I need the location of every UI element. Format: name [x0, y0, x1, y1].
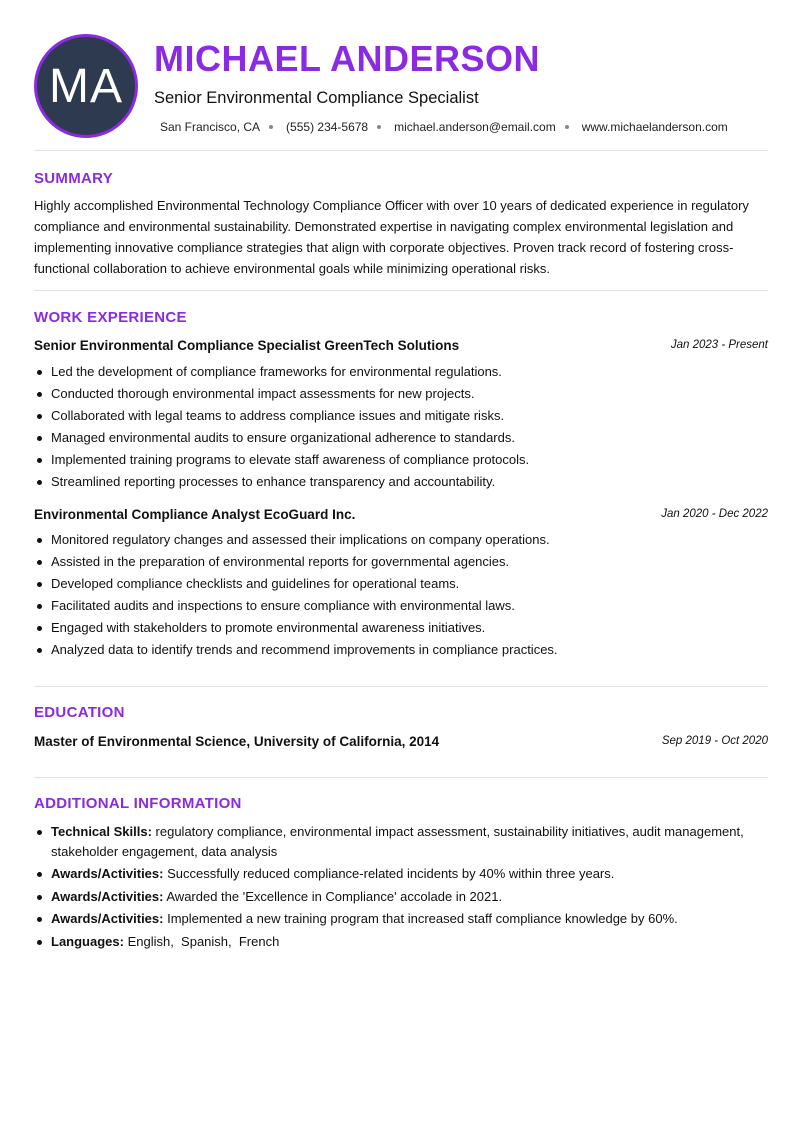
list-item: Analyzed data to identify trends and recommend improvements in compliance practices.	[34, 639, 768, 661]
job-dates: Jan 2020 - Dec 2022	[661, 508, 768, 520]
education-entry	[34, 734, 768, 752]
list-item: Engaged with stakeholders to promote environmental awareness initiatives.	[34, 617, 768, 639]
additional-list	[34, 822, 768, 954]
info-text: regulatory compliance, environmental impact assessment, sustainability initiatives, audit management, stakeholder engagement, data analysis	[51, 824, 744, 859]
info-label: Awards/Activities:	[51, 911, 164, 926]
section-divider	[34, 686, 768, 687]
additional-heading: ADDITIONAL INFORMATION	[34, 795, 242, 812]
separator-dot	[565, 125, 569, 129]
list-item: Streamlined reporting processes to enhance transparency and accountability.	[34, 471, 768, 493]
list-item: Assisted in the preparation of environmental reports for governmental agencies.	[34, 551, 768, 573]
summary-text: Highly accomplished Environmental Technology Compliance Officer with over 10 years of dedicated experience in regulatory compliance and environmental sustainability. Demonstrated expertise in navigating complex environmental legislation and implementing innovative compliance strategies that align with corporate objectives. Proven track record of fostering cross-functional collaboration to achieve environmental goals while minimizing operational risks.	[34, 198, 749, 276]
job-bullets	[34, 361, 768, 493]
job-bullets	[34, 529, 768, 661]
info-label: Technical Skills:	[51, 824, 152, 839]
section-divider	[34, 777, 768, 778]
resume-header	[34, 34, 768, 138]
contact-website: www.michaelanderson.com	[581, 120, 728, 134]
candidate-name: MICHAEL ANDERSON	[154, 38, 541, 79]
education-heading: EDUCATION	[34, 704, 125, 721]
contact-location: San Francisco, CA	[160, 120, 261, 134]
section-divider	[34, 290, 768, 291]
list-item	[34, 822, 768, 861]
contact-email: michael.anderson@email.com	[394, 120, 556, 134]
list-item: Conducted thorough environmental impact assessments for new projects.	[34, 383, 768, 405]
job-role: Environmental Compliance Analyst EcoGuard Inc.	[34, 507, 356, 522]
info-text: Successfully reduced compliance-related incidents by 40% within three years.	[163, 866, 615, 881]
list-item: Developed compliance checklists and guidelines for operational teams.	[34, 573, 768, 595]
list-item	[34, 909, 768, 929]
list-item	[34, 932, 768, 952]
experience-heading: WORK EXPERIENCE	[34, 309, 187, 326]
info-text: Implemented a new training program that increased staff compliance knowledge by 60%.	[163, 911, 678, 926]
list-item	[34, 887, 768, 907]
info-label: Awards/Activities:	[51, 866, 164, 881]
list-item	[34, 864, 768, 884]
list-item: Collaborated with legal teams to address compliance issues and mitigate risks.	[34, 405, 768, 427]
separator-dot	[377, 125, 381, 129]
job-header	[34, 507, 768, 525]
list-item: Monitored regulatory changes and assessed their implications on company operations.	[34, 529, 768, 551]
job-role: Senior Environmental Compliance Specialist GreenTech Solutions	[34, 338, 460, 353]
info-text: English, Spanish, French	[123, 933, 280, 949]
info-text: Awarded the 'Excellence in Compliance' accolade in 2021.	[163, 888, 503, 904]
section-divider	[34, 150, 768, 151]
candidate-title: Senior Environmental Compliance Specialist	[154, 89, 479, 107]
info-label: Awards/Activities:	[51, 888, 164, 904]
list-item: Implemented training programs to elevate staff awareness of compliance protocols.	[34, 449, 768, 471]
contact-line	[160, 120, 728, 134]
summary-heading: SUMMARY	[34, 170, 114, 187]
list-item: Managed environmental audits to ensure organizational adherence to standards.	[34, 427, 768, 449]
degree: Master of Environmental Science, University of California, 2014	[34, 734, 440, 749]
separator-dot	[269, 125, 273, 129]
job-dates: Jan 2023 - Present	[670, 339, 768, 351]
info-label: Languages:	[51, 933, 124, 949]
education-dates: Sep 2019 - Oct 2020	[661, 735, 768, 747]
list-item: Led the development of compliance frameworks for environmental regulations.	[34, 361, 768, 383]
avatar: MA	[34, 34, 138, 138]
contact-phone: (555) 234-5678	[286, 120, 369, 134]
job-header	[34, 338, 768, 356]
list-item: Facilitated audits and inspections to ensure compliance with environmental laws.	[34, 595, 768, 617]
